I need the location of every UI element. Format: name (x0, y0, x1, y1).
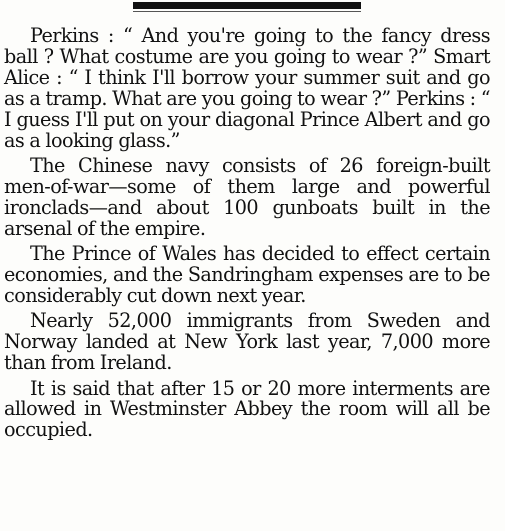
paragraph-prince-of-wales: The Prince of Wales has decided to effect certain economies, and the Sandringham expenses are to be considerably cut down next year. (4, 242, 490, 307)
news-column (4, 26, 490, 446)
paragraph-chinese-navy: The Chinese navy consists of 26 foreign-built men-of-war—some of them large and powerful ironclads—and about 100 gunboats built in the arsenal of the empire. (4, 153, 490, 240)
paragraph-immigrants: Nearly 52,000 immigrants from Sweden and Norway landed at New York last year, 7,000 more than from Ireland. (4, 309, 490, 375)
column-separator-rule (133, 2, 361, 9)
paragraph-westminster-abbey: It is said that after 15 or 20 more interments are allowed in Westminster Abbey the room will all be occupied. (4, 376, 490, 442)
column-separator-thin-rule (133, 11, 361, 12)
paragraph-perkins-alice: Perkins : “ And you're going to the fancy dress ball ? What costume are you going to wear ?” Smart Alice : “ I think I'll borrow your summer suit and go as a tramp. What are you going to wear ?” Perkins : “ I guess I'll put on your diagonal Prince Albert and go as a looking glass.” (4, 24, 490, 152)
